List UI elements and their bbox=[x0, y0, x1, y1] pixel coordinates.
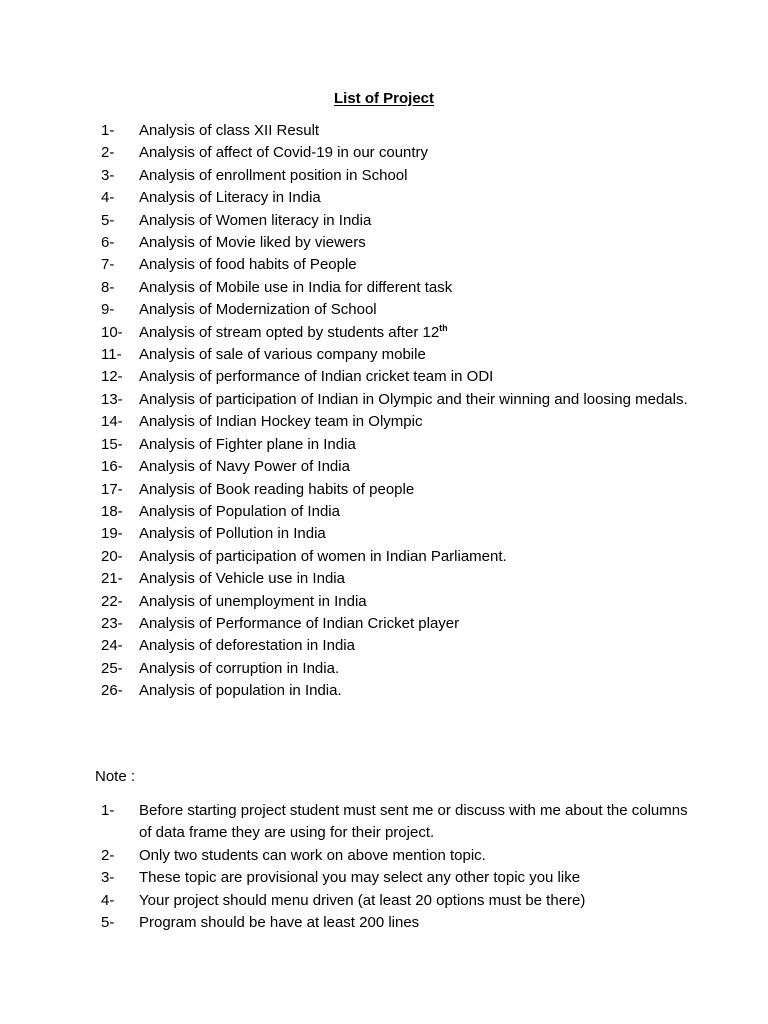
note-item-label: Before starting project student must sent me or discuss with me about the columns of data frame they are using for their project. bbox=[139, 802, 688, 842]
project-item-label: Analysis of Modernization of School bbox=[139, 301, 377, 319]
project-item-number bbox=[0, 411, 139, 433]
project-item bbox=[0, 344, 700, 366]
project-item-text bbox=[139, 523, 700, 545]
project-item-number bbox=[0, 568, 139, 590]
project-item-label: Analysis of participation of Indian in Olympic and their winning and loosing medals. bbox=[139, 390, 688, 408]
project-item bbox=[0, 165, 700, 187]
project-item-number-text: 4- bbox=[101, 189, 115, 207]
project-item bbox=[0, 658, 700, 680]
note-item-number bbox=[0, 800, 139, 845]
project-item-text bbox=[139, 142, 700, 164]
project-item-number bbox=[0, 142, 139, 164]
project-item-number bbox=[0, 613, 139, 635]
project-item-number-text: 10- bbox=[101, 323, 123, 341]
project-item-label: Analysis of performance of Indian cricket team in ODI bbox=[139, 368, 494, 386]
project-item-number-text: 8- bbox=[101, 278, 115, 296]
note-item-number-text: 4- bbox=[101, 891, 115, 909]
project-item-number bbox=[0, 434, 139, 456]
project-item-label: Analysis of Movie liked by viewers bbox=[139, 234, 366, 252]
project-item-label: Analysis of deforestation in India bbox=[139, 637, 355, 655]
project-item-number bbox=[0, 479, 139, 501]
project-item bbox=[0, 277, 700, 299]
page-title bbox=[0, 89, 768, 109]
note-item-number-text: 5- bbox=[101, 914, 115, 932]
project-item-number-text: 17- bbox=[101, 480, 123, 498]
note-item-text bbox=[139, 800, 700, 845]
page-title-text: List of Project bbox=[333, 90, 434, 107]
note-item-number-text: 3- bbox=[101, 869, 115, 887]
project-item-number-text: 21- bbox=[101, 570, 123, 588]
project-item-number bbox=[0, 165, 139, 187]
note-item bbox=[0, 867, 700, 889]
project-item bbox=[0, 613, 700, 635]
project-item-label: Analysis of participation of women in Indian Parliament. bbox=[139, 547, 507, 565]
project-item-label: Analysis of Fighter plane in India bbox=[139, 435, 356, 453]
project-item-text bbox=[139, 254, 700, 276]
project-item bbox=[0, 568, 700, 590]
project-item-number-text: 14- bbox=[101, 413, 123, 431]
project-item-text bbox=[139, 479, 700, 501]
project-item-number-text: 23- bbox=[101, 614, 123, 632]
project-item-text bbox=[139, 501, 700, 523]
project-item-number-text: 13- bbox=[101, 390, 123, 408]
note-item bbox=[0, 845, 700, 867]
project-item-number bbox=[0, 254, 139, 276]
project-item-text bbox=[139, 389, 700, 411]
project-item-number-text: 3- bbox=[101, 166, 115, 184]
project-item-label: Analysis of Book reading habits of people bbox=[139, 480, 415, 498]
project-item-number bbox=[0, 680, 139, 702]
note-item bbox=[0, 800, 700, 845]
project-item-number-text: 9- bbox=[101, 301, 115, 319]
project-item-label: Analysis of Pollution in India bbox=[139, 525, 326, 543]
project-item bbox=[0, 434, 700, 456]
project-item-label: Analysis of Mobile use in India for different task bbox=[139, 278, 453, 296]
project-item-number-text: 18- bbox=[101, 502, 123, 520]
project-item-label: Analysis of Population of India bbox=[139, 502, 340, 520]
note-item-number-text: 1- bbox=[101, 802, 115, 819]
note-item-number bbox=[0, 845, 139, 867]
project-item-label: Analysis of class XII Result bbox=[139, 122, 320, 139]
project-item-number-text: 15- bbox=[101, 435, 123, 453]
project-item-text bbox=[139, 120, 700, 142]
note-item-text bbox=[139, 867, 700, 889]
project-item-number-text: 7- bbox=[101, 256, 115, 274]
project-item-number-text: 22- bbox=[101, 592, 123, 610]
note-item-number bbox=[0, 890, 139, 912]
project-item-label: Analysis of Literacy in India bbox=[139, 189, 321, 207]
project-item-number bbox=[0, 456, 139, 478]
project-item-number bbox=[0, 591, 139, 613]
project-item-label: Analysis of Vehicle use in India bbox=[139, 570, 345, 588]
project-item-number-text: 19- bbox=[101, 525, 123, 543]
project-item-number-text: 25- bbox=[101, 659, 123, 677]
project-item-text bbox=[139, 613, 700, 635]
project-item bbox=[0, 680, 700, 702]
project-item bbox=[0, 232, 700, 254]
project-item-label: Analysis of food habits of People bbox=[139, 256, 357, 274]
project-item-number bbox=[0, 187, 139, 209]
project-item-number-text: 5- bbox=[101, 211, 115, 229]
project-item-number-text: 26- bbox=[101, 682, 123, 700]
project-item-number-text: 11- bbox=[101, 346, 122, 364]
project-item-number-text: 6- bbox=[101, 234, 115, 252]
project-item-superscript: th bbox=[439, 322, 448, 333]
project-list bbox=[0, 120, 700, 703]
project-item-number bbox=[0, 277, 139, 299]
note-item-label: Your project should menu driven (at least 20 options must be there) bbox=[139, 891, 586, 909]
project-item-number bbox=[0, 635, 139, 657]
project-item-label: Analysis of corruption in India. bbox=[139, 659, 340, 677]
project-item-label: Analysis of enrollment position in School bbox=[139, 166, 408, 184]
project-item-number bbox=[0, 232, 139, 254]
project-item bbox=[0, 411, 700, 433]
project-item-label: Analysis of Performance of Indian Cricket player bbox=[139, 614, 460, 632]
project-item bbox=[0, 501, 700, 523]
project-item-text bbox=[139, 277, 700, 299]
project-item-number bbox=[0, 501, 139, 523]
project-item bbox=[0, 546, 700, 568]
project-item-text bbox=[139, 210, 700, 232]
project-item-text bbox=[139, 366, 700, 388]
project-item-number-text: 24- bbox=[101, 637, 123, 655]
project-item-text bbox=[139, 591, 700, 613]
note-heading: Note : bbox=[95, 768, 136, 785]
project-item bbox=[0, 456, 700, 478]
project-item bbox=[0, 479, 700, 501]
project-item-number-text: 2- bbox=[101, 144, 115, 162]
project-item-number bbox=[0, 322, 139, 344]
project-item-text bbox=[139, 232, 700, 254]
note-item-text bbox=[139, 890, 700, 912]
note-item bbox=[0, 890, 700, 912]
project-item-label: Analysis of population in India. bbox=[139, 682, 342, 700]
project-item-number bbox=[0, 389, 139, 411]
project-item-text bbox=[139, 456, 700, 478]
project-item-text bbox=[139, 434, 700, 456]
project-item bbox=[0, 142, 700, 164]
project-item-text bbox=[139, 658, 700, 680]
project-item-text bbox=[139, 568, 700, 590]
project-item bbox=[0, 591, 700, 613]
note-list bbox=[0, 800, 700, 934]
project-item-label: Analysis of Women literacy in India bbox=[139, 211, 372, 229]
note-item-label: Program should be have at least 200 lines bbox=[139, 914, 420, 932]
project-item bbox=[0, 254, 700, 276]
project-item bbox=[0, 322, 700, 344]
project-item-number bbox=[0, 344, 139, 366]
project-item-text bbox=[139, 411, 700, 433]
note-item-number-text: 2- bbox=[101, 846, 115, 864]
project-item-label: Analysis of stream opted by students after 12 bbox=[139, 323, 440, 341]
project-item-number bbox=[0, 658, 139, 680]
project-item bbox=[0, 523, 700, 545]
project-item bbox=[0, 389, 700, 411]
project-item-text bbox=[139, 322, 700, 344]
note-item-text bbox=[139, 912, 700, 934]
project-item-number bbox=[0, 366, 139, 388]
project-item-number bbox=[0, 546, 139, 568]
project-item-text bbox=[139, 344, 700, 366]
project-item-number-text: 20- bbox=[101, 547, 123, 565]
project-item-number bbox=[0, 299, 139, 321]
project-item bbox=[0, 120, 700, 142]
project-item bbox=[0, 635, 700, 657]
project-item-text bbox=[139, 546, 700, 568]
project-item-label: Analysis of unemployment in India bbox=[139, 592, 367, 610]
project-item-label: Analysis of affect of Covid-19 in our country bbox=[139, 144, 429, 162]
project-item-text bbox=[139, 680, 700, 702]
project-item-text bbox=[139, 635, 700, 657]
project-item bbox=[0, 187, 700, 209]
project-item bbox=[0, 210, 700, 232]
note-item-number bbox=[0, 867, 139, 889]
project-item-number bbox=[0, 523, 139, 545]
project-item-label: Analysis of Indian Hockey team in Olympic bbox=[139, 413, 423, 431]
project-item-text bbox=[139, 165, 700, 187]
note-item-label: These topic are provisional you may select any other topic you like bbox=[139, 869, 581, 887]
project-item-text bbox=[139, 187, 700, 209]
note-item-label: Only two students can work on above mention topic. bbox=[139, 846, 486, 864]
note-item-number bbox=[0, 912, 139, 934]
project-item-label: Analysis of Navy Power of India bbox=[139, 458, 350, 476]
note-item bbox=[0, 912, 700, 934]
project-item-text bbox=[139, 299, 700, 321]
note-item-text bbox=[139, 845, 700, 867]
project-item-number bbox=[0, 210, 139, 232]
project-item-label: Analysis of sale of various company mobile bbox=[139, 346, 426, 364]
project-item-number-text: 12- bbox=[101, 368, 123, 386]
project-item-number-text: 16- bbox=[101, 458, 123, 476]
project-item-number-text: 1- bbox=[101, 122, 115, 139]
project-item bbox=[0, 299, 700, 321]
project-item bbox=[0, 366, 700, 388]
project-item-number bbox=[0, 120, 139, 142]
